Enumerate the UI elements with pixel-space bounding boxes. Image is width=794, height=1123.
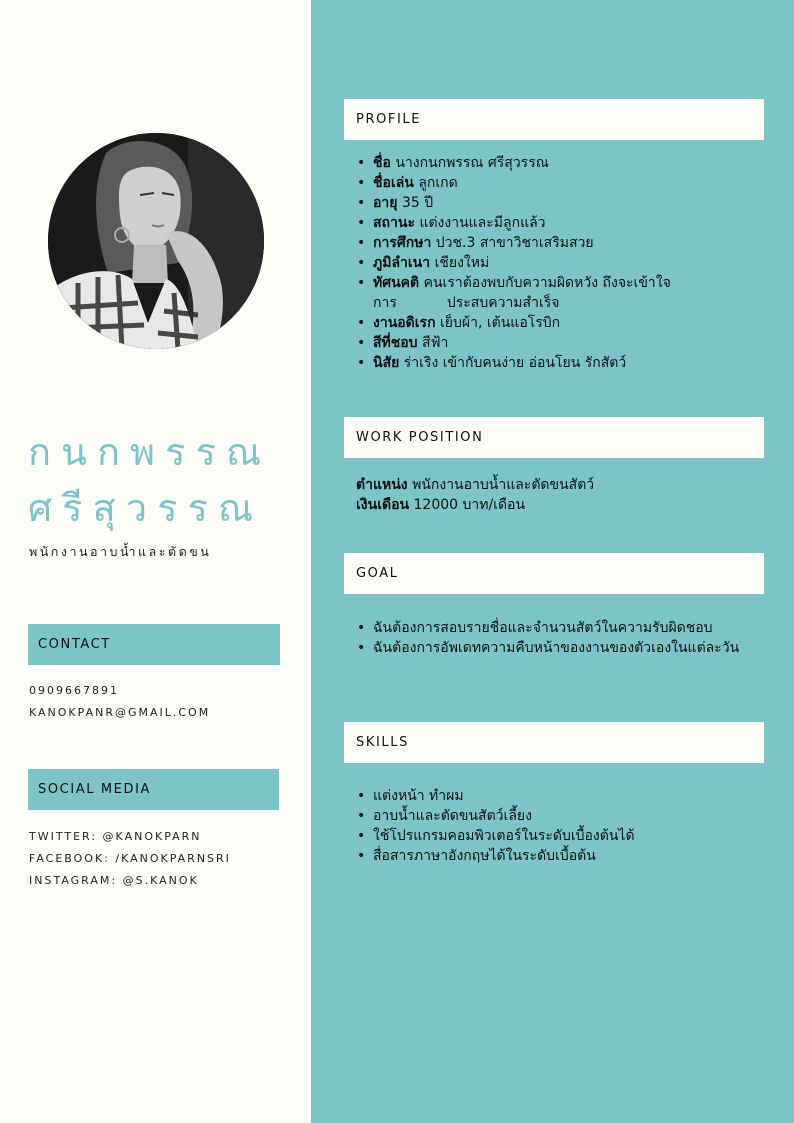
goal-item: • ฉันต้องการสอบรายชื่อและจำนวนสัตว์ในความรับผิดชอบ xyxy=(355,618,750,638)
skill-item: • ใช้โปรแกรมคอมพิวเตอร์ในระดับเบื้องต้นได้ xyxy=(355,826,750,846)
skill-item: • แต่งหน้า ทำผม xyxy=(355,786,750,806)
profile-photo xyxy=(48,133,264,349)
contact-heading: CONTACT xyxy=(28,624,280,665)
profile-item: • ทัศนคติ คนเราต้องพบกับความผิดหวัง ถึงจะเข้าใจ การ ประสบความสำเร็จ xyxy=(355,273,745,313)
contact-email: KANOKPANR@GMAIL.COM xyxy=(29,706,211,719)
profile-item: • ชื่อเล่น ลูกเกด xyxy=(355,173,745,193)
work-position: ตำแหน่ง พนักงานอาบน้ำและตัดขนสัตว์ xyxy=(356,477,595,493)
work-salary: เงินเดือน 12000 บาท/เดือน xyxy=(356,497,526,513)
social-facebook: FACEBOOK: /KANOKPARNSRI xyxy=(29,852,231,865)
profile-item: • สถานะ แต่งงานและมีลูกแล้ว xyxy=(355,213,745,233)
social-instagram: INSTAGRAM: @S.KANOK xyxy=(29,874,199,887)
last-name: ศรีสุวรรณ xyxy=(28,486,264,530)
social-twitter: TWITTER: @KANOKPARN xyxy=(29,830,202,843)
skills-heading: SKILLS xyxy=(344,722,764,763)
profile-item: • ชื่อ นางกนกพรรณ ศรีสุวรรณ xyxy=(355,153,745,173)
work-details xyxy=(356,475,594,515)
goal-item: • ฉันต้องการอัพเดทความคืบหน้าของงานของตัวเองในแต่ละวัน xyxy=(355,638,750,658)
profile-item: • ภูมิลำเนา เชียงใหม่ xyxy=(355,253,745,273)
social-heading: SOCIAL MEDIA xyxy=(28,769,279,810)
skills-list xyxy=(355,786,750,866)
goal-heading: GOAL xyxy=(344,553,764,594)
full-name xyxy=(28,424,303,536)
profile-heading: PROFILE xyxy=(344,99,764,140)
profile-item: • นิสัย ร่าเริง เข้ากับคนง่าย อ่อนโยน รักสัตว์ xyxy=(355,353,745,373)
skill-item: • อาบน้ำและตัดขนสัตว์เลี้ยง xyxy=(355,806,750,826)
work-heading: WORK POSITION xyxy=(344,417,764,458)
contact-phone: 0909667891 xyxy=(29,684,119,697)
first-name: กนกพรรณ xyxy=(28,430,272,474)
profile-list xyxy=(355,153,745,373)
profile-item: • สีที่ชอบ สีฟ้า xyxy=(355,333,745,353)
profile-item: • งานอดิเรก เย็บผ้า, เต้นแอโรบิก xyxy=(355,313,745,333)
skill-item: • สื่อสารภาษาอังกฤษได้ในระดับเบื้อต้น xyxy=(355,846,750,866)
profile-item: • อายุ 35 ปี xyxy=(355,193,745,213)
job-subtitle: พนักงานอาบน้ำและตัดขน xyxy=(29,544,212,559)
goal-list xyxy=(355,618,750,658)
profile-item: • การศึกษา ปวช.3 สาขาวิชาเสริมสวย xyxy=(355,233,745,253)
